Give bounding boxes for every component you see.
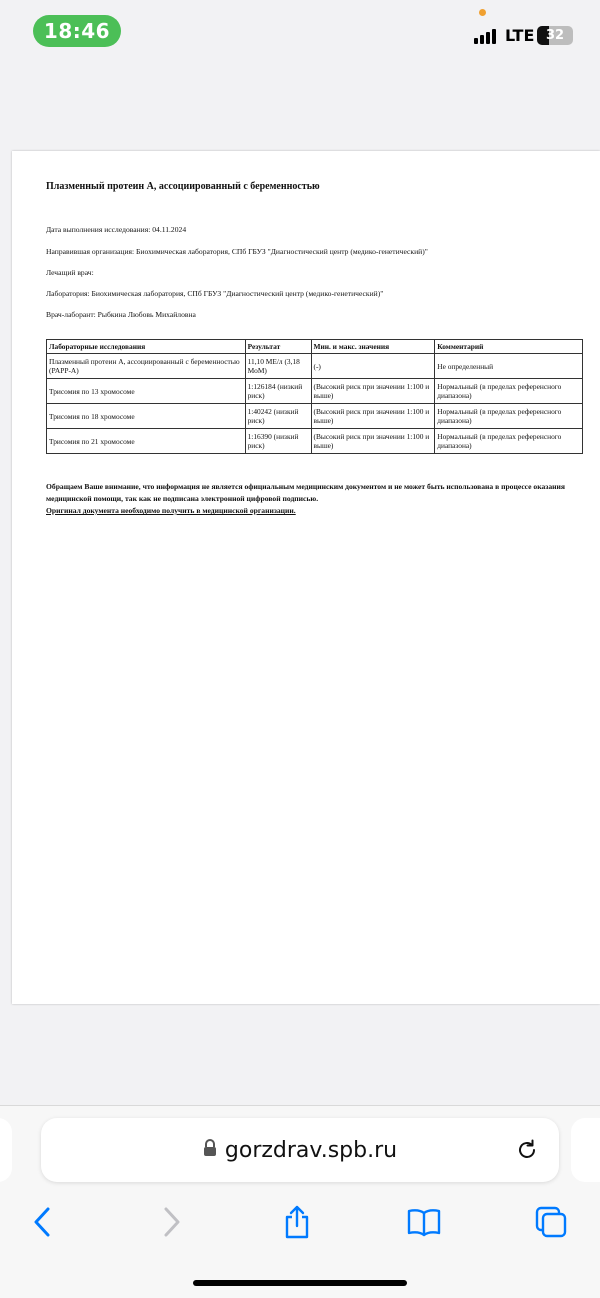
battery-percent: 32 <box>545 28 565 43</box>
table-cell: 1:16390 (низкий риск) <box>245 429 311 454</box>
table-cell: Не определенный <box>435 354 583 379</box>
browser-bottom-bar <box>0 1105 600 1298</box>
table-row <box>47 404 583 429</box>
meta-referring-org: Направившая организация: Биохимическая лаборатория, СПб ГБУЗ "Диагностический центр (медико-генетический)" <box>46 247 428 256</box>
disclaimer-notice <box>46 481 586 517</box>
forward-icon[interactable] <box>152 1202 192 1242</box>
table-cell: Нормальный (в пределах референсного диапазона) <box>435 429 583 454</box>
table-header-cell: Мин. и макс. значения <box>311 340 435 354</box>
table-cell: Нормальный (в пределах референсного диапазона) <box>435 379 583 404</box>
table-row <box>47 429 583 454</box>
meta-doctor: Лечащий врач: <box>46 268 94 277</box>
document-page <box>12 151 600 1004</box>
address-bar[interactable] <box>41 1118 559 1182</box>
reload-icon[interactable] <box>515 1138 539 1162</box>
previous-tab-peek[interactable] <box>0 1118 12 1182</box>
table-header-cell: Лабораторные исследования <box>47 340 246 354</box>
results-table <box>46 339 583 454</box>
table-cell: (-) <box>311 354 435 379</box>
back-icon[interactable] <box>22 1202 62 1242</box>
table-cell: 1:126184 (низкий риск) <box>245 379 311 404</box>
table-cell: Плазменный протеин А, ассоциированный с беременностью (PAPP-A) <box>47 354 246 379</box>
table-header-cell: Результат <box>245 340 311 354</box>
meta-lab-technician: Врач-лаборант: Рыбкина Любовь Михайловна <box>46 310 196 319</box>
battery-icon <box>537 26 573 45</box>
bookmarks-icon[interactable] <box>404 1202 444 1242</box>
mic-indicator-dot <box>479 9 486 16</box>
table-cell: (Высокий риск при значении 1:100 и выше) <box>311 429 435 454</box>
tabs-icon[interactable] <box>531 1202 571 1242</box>
network-type: LTE <box>505 26 535 45</box>
table-cell: Трисомия по 13 хромосоме <box>47 379 246 404</box>
cellular-signal-icon <box>474 28 500 44</box>
table-cell: Нормальный (в пределах референсного диапазона) <box>435 404 583 429</box>
table-cell: Трисомия по 21 хромосоме <box>47 429 246 454</box>
document-title: Плазменный протеин А, ассоциированный с беременностью <box>46 181 320 192</box>
table-header-cell: Комментарий <box>435 340 583 354</box>
table-cell: Трисомия по 18 хромосоме <box>47 404 246 429</box>
home-indicator[interactable] <box>193 1280 407 1286</box>
table-cell: 1:40242 (низкий риск) <box>245 404 311 429</box>
lock-icon <box>203 1138 217 1163</box>
disclaimer-underlined-text: Оригинал документа необходимо получить в медицинской организации. <box>46 506 296 515</box>
time-pill[interactable]: 18:46 <box>33 15 121 47</box>
table-cell: (Высокий риск при значении 1:100 и выше) <box>311 404 435 429</box>
status-bar <box>0 0 600 68</box>
table-cell: (Высокий риск при значении 1:100 и выше) <box>311 379 435 404</box>
url-text[interactable]: gorzdrav.spb.ru <box>224 1137 398 1163</box>
next-tab-peek[interactable] <box>571 1118 600 1182</box>
disclaimer-text: Обращаем Ваше внимание, что информация не является официальным медицинским документом и не может быть использована в процессе оказания медицинской помощи, так как не подписана электронной цифровой подписью. <box>46 482 565 503</box>
meta-laboratory: Лаборатория: Биохимическая лаборатория, СПб ГБУЗ "Диагностический центр (медико-генетический)" <box>46 289 384 298</box>
table-cell: 11,10 МЕ/л (3,18 MoM) <box>245 354 311 379</box>
meta-date: Дата выполнения исследования: 04.11.2024 <box>46 225 187 234</box>
share-icon[interactable] <box>277 1202 317 1242</box>
table-row <box>47 354 583 379</box>
table-row <box>47 379 583 404</box>
table-header-row <box>47 340 583 354</box>
